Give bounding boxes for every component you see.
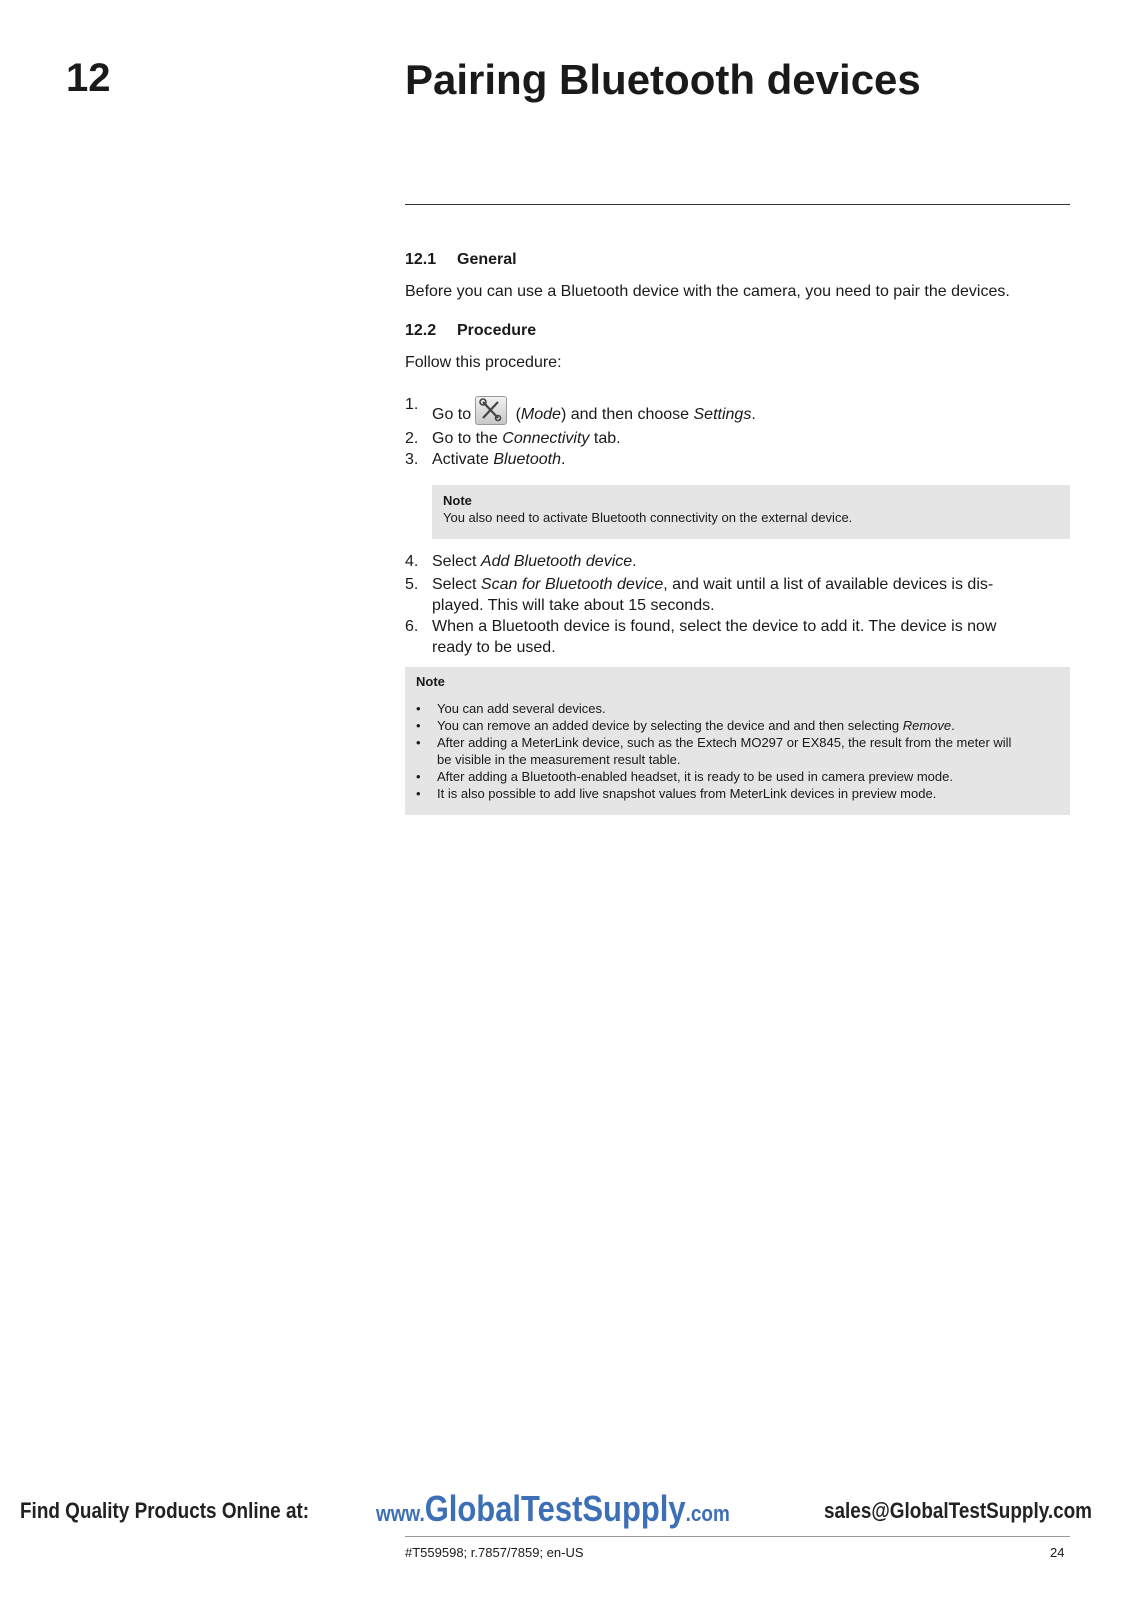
section-number: 12.1 [405,251,437,268]
list-item: • After adding a MeterLink device, such as the Extech MO297 or EX845, the result from the meter will be visible in the measurement result table. [416,735,1012,767]
step-5: 5. Select Scan for Bluetooth device, and wait until a list of available devices is dis- played. This will take about 15 seconds. [405,576,994,614]
procedure-intro: Follow this procedure: [405,354,562,371]
list-item: • It is also possible to add live snapshot values from MeterLink devices in preview mode. [416,786,937,801]
step-4: 4. Select Add Bluetooth device. [405,553,637,570]
title-divider [405,204,1070,205]
section-heading-general [405,251,517,269]
note-box [432,485,1070,539]
footer-website-link[interactable]: www.GlobalTestSupply.com [376,1488,730,1529]
document-id: #T559598; r.7857/7859; en-US [405,1545,584,1560]
list-item: • You can remove an added device by selecting the device and and then selecting Remove. [416,718,955,733]
step-2: 2. Go to the Connectivity tab. [405,430,621,447]
note-text: You also need to activate Bluetooth connectivity on the external device. [443,510,853,525]
note-label: Note [443,493,472,508]
list-item: • After adding a Bluetooth-enabled headset, it is ready to be used in camera preview mode. [416,769,953,784]
note-label: Note [416,674,445,689]
chapter-title: Pairing Bluetooth devices [405,56,921,103]
page-number: 24 [1050,1545,1065,1560]
note-box [405,667,1070,815]
note-list [416,700,1059,802]
general-paragraph: Before you can use a Bluetooth device with the camera, you need to pair the devices. [405,283,1010,300]
footer-tagline: Find Quality Products Online at: [20,1498,310,1523]
chapter-number: 12 [66,56,111,100]
footer-divider [405,1536,1070,1537]
step-3: 3. Activate Bluetooth. [405,451,566,468]
section-title: General [457,251,517,268]
step-6: 6. When a Bluetooth device is found, select the device to add it. The device is now ready to be used. [405,618,997,656]
section-heading-procedure [405,322,536,340]
section-number: 12.2 [405,322,437,339]
step-1: 1. Go to (Mode) and then choose Settings. [405,396,756,423]
tools-icon [475,396,507,425]
list-item: • You can add several devices. [416,701,606,716]
section-title: Procedure [457,322,537,339]
footer-email-link[interactable]: sales@GlobalTestSupply.com [824,1498,1092,1523]
